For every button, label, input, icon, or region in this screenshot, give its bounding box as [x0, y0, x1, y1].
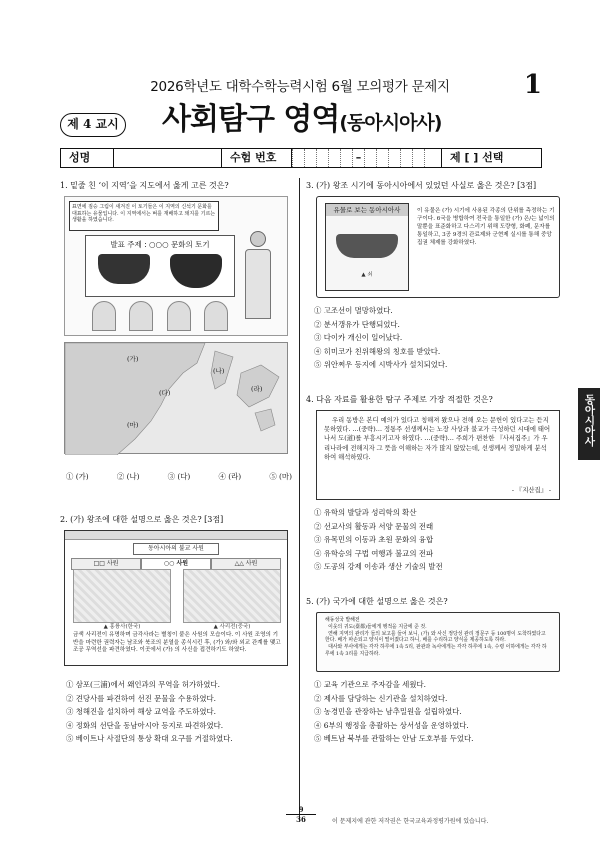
- map-land-icon: [65, 343, 289, 455]
- q2-caption-2: ▲ 사리전(중국): [213, 624, 251, 630]
- q5-option-1[interactable]: ① 교육 기관으로 주자감을 세웠다.: [314, 680, 426, 689]
- q2-dropdown[interactable]: 동아시아의 불교 사원: [133, 543, 219, 555]
- side-tab: [578, 388, 600, 460]
- q3-stem: 3. (가) 왕조 시기에 동아시아에서 있었던 사실로 옳은 것은? [3점]: [306, 181, 537, 190]
- map-label-ra: (라): [251, 385, 263, 393]
- q2-browser-window: [64, 530, 288, 666]
- exam-number-label: 수험 번호: [221, 149, 291, 167]
- footer-total: 36: [296, 815, 306, 824]
- q1-option-2[interactable]: ② (나): [116, 472, 140, 481]
- q1-slide: [85, 235, 235, 297]
- q3-option-5[interactable]: ⑤ 위안쩌우 등지에 시박사가 설치되었다.: [314, 360, 448, 369]
- q1-option-5[interactable]: ⑤ (마): [269, 472, 292, 481]
- q2-option-4[interactable]: ④ 정화의 선단을 동남아시아 등지로 파견하였다.: [66, 720, 224, 730]
- q3-option-4[interactable]: ④ 히미코가 친위해왕의 칭호를 받았다.: [314, 346, 441, 356]
- q2-tab-2[interactable]: ○○ 사원: [141, 558, 211, 570]
- map-label-ga: (가): [127, 355, 139, 363]
- measure-vessel-icon: [336, 234, 398, 258]
- map-label-da: (다): [159, 389, 171, 397]
- copyright-note: 이 문제지에 관한 저작권은 한국교육과정평가원에 있습니다.: [332, 818, 489, 825]
- q3-options: [314, 304, 572, 372]
- name-field[interactable]: [113, 149, 221, 167]
- q2-tab-1[interactable]: □□ 사원: [71, 558, 141, 570]
- q2-option-2[interactable]: ② 견당사를 파견하여 선진 문물을 수용하였다.: [66, 693, 216, 703]
- q3-card: [316, 196, 560, 298]
- footer-page: 9: [286, 805, 316, 815]
- map-label-ma: (마): [127, 421, 139, 429]
- q4-stem: 4. 다음 자료를 활용한 탐구 주제로 가장 적절한 것은?: [306, 395, 493, 404]
- q2-browser-bar: [65, 531, 287, 540]
- teacher-icon: [243, 231, 273, 326]
- footer-page-fraction: [286, 805, 316, 824]
- choice-label: 제 [ ] 선택: [441, 149, 541, 167]
- info-bar: [60, 148, 542, 168]
- q4-option-2[interactable]: ② 선교사의 활동과 서양 문물의 전래: [314, 521, 434, 531]
- q5-options: [314, 678, 572, 746]
- q1-board-text: 표면에 짐승 그림이 새겨진 이 토기들은 이 지역의 신석기 문화를 대표하는 유물입니다. 이 지역에서는 벼를 재배하고 돼지를 기르는 생활을 하였습니다.: [69, 201, 219, 231]
- period-badge: 제 4 교시: [60, 113, 126, 137]
- q2-option-3[interactable]: ③ 청해진을 설치하여 해상 교역을 주도하였다.: [66, 707, 216, 716]
- q1-option-1[interactable]: ① (가): [66, 472, 89, 481]
- map-label-na: (나): [213, 367, 225, 375]
- q2-caption-1: ▲ 홍륭사(한국): [103, 624, 141, 630]
- q5-option-5[interactable]: ⑤ 베트남 북부를 관할하는 안남 도호부를 두었다.: [314, 734, 474, 743]
- q4-options: [314, 506, 572, 574]
- q5-option-4[interactable]: ④ 6부의 행정을 총괄하는 상서성을 운영하였다.: [314, 720, 469, 730]
- q2-option-5[interactable]: ⑤ 베이트나 사절단의 통상 확대 요구를 거절하였다.: [66, 734, 233, 743]
- q1-option-4[interactable]: ④ (라): [218, 472, 242, 481]
- exam-title: 2026학년도 대학수학능력시험 6월 모의평가 문제지: [150, 79, 450, 95]
- q4-source: - 『지산집』 -: [511, 486, 551, 494]
- q3-card-title: 유물로 보는 동아시아사: [326, 204, 408, 216]
- q2-tab-3[interactable]: △△ 사원: [211, 558, 281, 570]
- q2-temple-photo-2: [183, 569, 281, 623]
- q2-stem: 2. (가) 왕조에 대한 설명으로 옳은 것은? [3점]: [60, 515, 224, 524]
- subject-main: 사회탐구 영역: [162, 102, 340, 137]
- q5-option-2[interactable]: ② 제사를 담당하는 신기관을 설치하였다.: [314, 693, 448, 703]
- q2-temple-photo-1: [73, 569, 171, 623]
- q1-option-3[interactable]: ③ (다): [167, 472, 191, 481]
- q1-classroom-figure: [64, 196, 288, 336]
- q5-option-3[interactable]: ③ 농경민을 관장하는 남추밀원을 설립하였다.: [314, 707, 462, 716]
- pottery-right-icon: [170, 254, 222, 288]
- q4-option-1[interactable]: ① 유학의 발달과 성리학의 확산: [314, 508, 417, 517]
- q3-card-caption: ▲ 쇠: [361, 272, 373, 278]
- students-icon: [85, 301, 235, 333]
- name-label: 성명: [69, 151, 91, 164]
- q5-scroll-text: 해동성국 발해전 이웃의 귀도(臺都)들에게 행적을 지금에 준 것. 연해 지역의 관리가 들의 보고를 들어 보니, (가) 와 사신 정당성 관리 정문구 등 100명이 도착하였다고 한다. 배가 파손되고 양식이 떨어졌다고 하니, 배를 수리하고 양식을 제공하도록 하라. 대사와 부사에게는 각각 하루에 1속 5리, 판관과 녹사에게는 각각 하루에 1속, 수령 이하에게는 각각 하루에 1속 3리를 지급하라.: [325, 617, 547, 657]
- subject-sub: (동아시아사): [339, 112, 442, 134]
- q1-options: [66, 470, 292, 484]
- column-divider: [299, 178, 300, 820]
- q5-scroll-box: [316, 612, 560, 672]
- q1-slide-title: 발표 주제 : ○○○ 문화의 토기: [110, 240, 210, 249]
- q2-options: [66, 678, 294, 746]
- q2-option-1[interactable]: ① 삼포(三浦)에서 왜인과의 무역을 허가하였다.: [66, 680, 220, 689]
- subject-title: [162, 100, 441, 141]
- q4-option-5[interactable]: ⑤ 도공의 강제 이송과 생산 기술의 발전: [314, 562, 443, 571]
- q2-description: 금색 사리전이 유명하며 금각사라는 별칭이 붙은 사원의 모습이다. 이 사원 조영의 기반을 마련한 권력자는 남조와 북조의 분열을 종식시킨 후, (가) 와/와 외교 관계를 맺고 조공 무역선을 파견하였다. 이곳에서 (가) 의 사신을 접견하기도 하였다.: [73, 632, 281, 654]
- q1-map: [64, 342, 288, 454]
- q3-option-1[interactable]: ① 고조선이 멸망하였다.: [314, 306, 393, 315]
- q5-stem: 5. (가) 국가에 대한 설명으로 옳은 것은?: [306, 597, 448, 606]
- q4-option-4[interactable]: ④ 유학승의 구법 여행과 불교의 전파: [314, 548, 434, 558]
- exam-number-field[interactable]: –: [291, 149, 441, 167]
- page-number: 1: [523, 70, 542, 100]
- q3-card-text: 이 유물은 (가) 시기에 사용된 각종의 단위를 측정하는 기구이다. 6국을 병합하여 전국을 통일한 (가) 은/는 넓이의 말뿐을 표준화하고 다스리기 위해 도량형, 화폐, 문자를 통일하고, 3공 9경의 관료제와 군현제 실시를 통해 중앙 집권 체제를 강화하였다.: [417, 208, 555, 246]
- q3-artifact-panel: [325, 203, 409, 291]
- q1-stem: 1. 밑줄 친 ‘이 지역’을 지도에서 옳게 고른 것은?: [60, 181, 229, 190]
- side-tab-label: 동아시아사: [583, 394, 596, 447]
- pottery-left-icon: [98, 254, 150, 284]
- q4-option-3[interactable]: ③ 유목민의 이동과 초원 문화의 융합: [314, 535, 434, 544]
- q4-quote-box: [316, 410, 560, 500]
- q4-quote: 우리 동방은 본디 예의가 있다고 칭해져 왔으나 전해 오는 문헌이 있다고는 듣지 못하였다. …(중략)… 정통주 선생께서는 노장 사상과 불교가 극성하던 시대에 태어나서 도(道)를 부흥시키고자 하였다. …(중략)… 주희가 편찬한 『사서집주』가 우리나라에 전해지자 그 뜻을 이해하는 자가 많지 않았는데, 선생께서 정밀하게 분석하여 해석하였다.: [324, 417, 551, 461]
- q3-option-3[interactable]: ③ 다이카 개신이 일어났다.: [314, 333, 403, 342]
- q3-option-2[interactable]: ② 분서갱유가 단행되었다.: [314, 319, 400, 329]
